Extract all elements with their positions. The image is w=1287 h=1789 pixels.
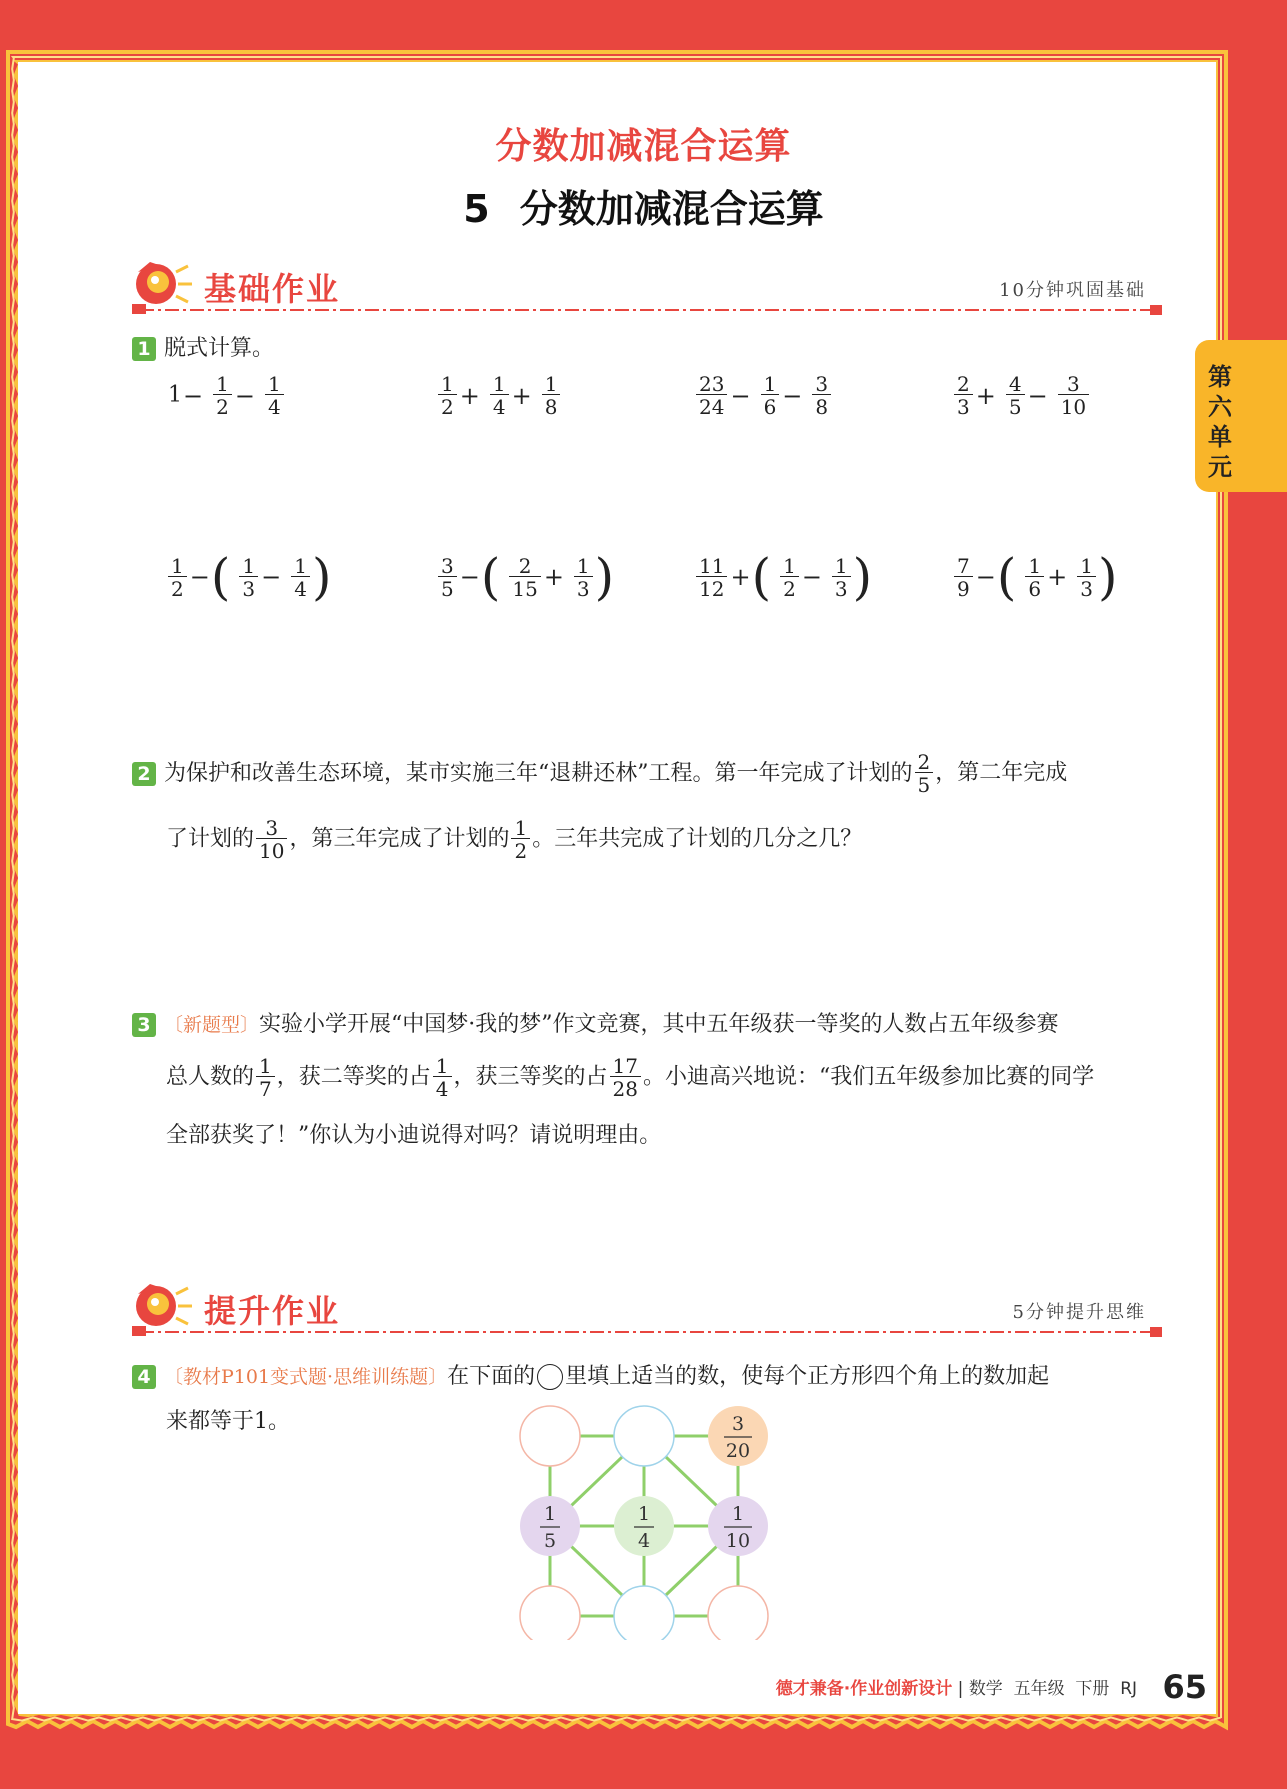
node-center-numerator: 1 [637,1503,651,1525]
question-2: 2 为保护和改善生态环境，某市实施三年“退耕还林”工程。第一年完成了计划的 $\frac{2}{5}$ ，第二年完成 [132,752,1172,795]
square-network-diagram [510,1400,790,1640]
basic-section-subtitle: 10分钟巩固基础 [999,280,1146,301]
node-top-middle[interactable] [614,1406,674,1466]
question-3-line-3: 全部获奖了！”你认为小迪说得对吗？请说明理由。 [166,1123,662,1148]
expression-2-4: $\frac{7}{9}$ −( $\frac{1}{6}$ + $\frac{1}{3}$ ) [952,552,1117,602]
expression-1-1: 1− $\frac{1}{2}$ − $\frac{1}{4}$ [168,374,286,417]
question-number-badge: 1 [132,337,156,361]
advanced-section-subtitle: 5分钟提升思维 [1012,1302,1146,1323]
basic-section-header [128,258,1168,318]
dash-dot-divider [140,1326,1170,1338]
expression-2-3: $\frac{11}{12}$ +( $\frac{1}{2}$ − $\frac{1}{3}$ ) [694,552,872,602]
lesson-number: 5 [463,187,490,231]
footer-info: 数学 五年级 下册 RJ [968,1679,1138,1699]
section-title: 分数加减混合运算 [495,126,792,167]
node-middle-left-denominator: 5 [543,1530,557,1552]
question-4: 4 〔教材P101变式题·思维训练题〕在下面的 里填上适当的数，使每个正方形四个角上的数加起 [132,1364,1172,1390]
node-top-right-denominator: 20 [725,1440,751,1462]
question-number-badge: 4 [132,1365,156,1389]
node-middle-right-denominator: 10 [725,1530,751,1552]
node-top-left[interactable] [520,1406,580,1466]
advanced-section-header [128,1280,1168,1340]
question-1 [132,336,274,362]
page-footer [776,1668,1207,1706]
question-tag: 〔新题型〕 [164,1014,260,1036]
question-1-prompt: 脱式计算。 [164,336,275,361]
expression-1-2: $\frac{1}{2}$ + $\frac{1}{4}$ + $\frac{1}{8}$ [436,374,562,417]
lesson-title-text: 分数加减混合运算 [519,187,824,231]
node-center-denominator: 4 [637,1530,651,1552]
node-top-right-numerator: 3 [731,1413,745,1435]
question-3-line-2: 总人数的 $\frac{1}{7}$ ，获二等奖的占 $\frac{1}{4}$ ，获三等奖的占 $\frac{17}{28}$ 。小迪高兴地说：“我们五年级参加比赛的同学 [166,1054,1095,1101]
question-tag: 〔教材P101变式题·思维训练题〕 [164,1366,448,1388]
expression-1-4: $\frac{2}{3}$ + $\frac{4}{5}$ − $\frac{3}{10}$ [952,374,1091,417]
expression-2-2: $\frac{3}{5}$ −( $\frac{2}{15}$ + $\frac{1}{3}$ ) [436,552,614,602]
footer-separator: | [957,1679,964,1699]
node-middle-right-numerator: 1 [731,1503,745,1525]
dash-dot-divider [140,304,1170,316]
expression-1-3: $\frac{23}{24}$ − $\frac{1}{6}$ − $\frac{3}{8}$ [694,374,833,417]
expression-2-1: $\frac{1}{2}$ −( $\frac{1}{3}$ − $\frac{1}{4}$ ) [166,552,331,602]
question-3: 3 〔新题型〕实验小学开展“中国梦·我的梦”作文竞赛，其中五年级获一等奖的人数占五年级参赛 [132,1012,1172,1038]
node-bottom-middle[interactable] [614,1586,674,1640]
question-number-badge: 3 [132,1013,156,1037]
advanced-section-title: 提升作业 [204,1292,341,1330]
node-bottom-left[interactable] [520,1586,580,1640]
page-number: 65 [1162,1668,1207,1706]
question-4-line-2: 来都等于1。 [166,1409,290,1434]
node-middle-left-numerator: 1 [543,1503,557,1525]
node-bottom-right[interactable] [708,1586,768,1640]
question-number-badge: 2 [132,762,156,786]
unit-side-tab-label: 第六单元 [1208,363,1232,481]
unit-side-tab [1195,340,1287,492]
basic-section-title: 基础作业 [204,270,341,308]
footer-brand: 德才兼备·作业创新设计 [775,1679,953,1699]
circle-symbol-icon [537,1364,563,1390]
question-2-line-2: 了计划的 $\frac{3}{10}$ ，第三年完成了计划的 $\frac{1}{2}$ 。三年共完成了计划的几分之几？ [166,816,863,863]
lesson-title [0,178,1287,233]
